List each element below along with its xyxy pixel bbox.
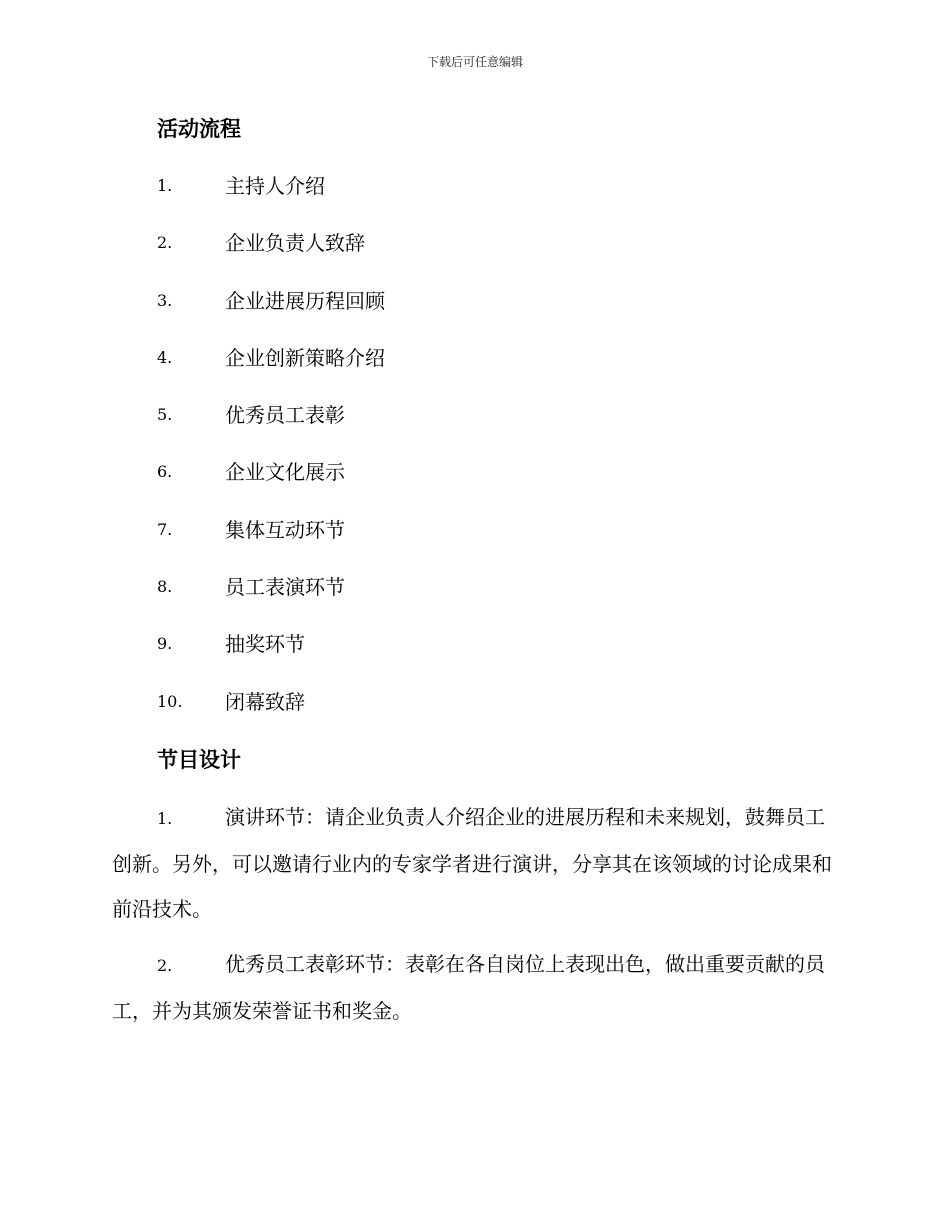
list-item-text: 闭幕致辞 bbox=[225, 689, 305, 714]
list-item bbox=[157, 457, 385, 514]
list-item-number: 4. bbox=[157, 347, 173, 367]
list-item-number: 8. bbox=[157, 577, 173, 597]
list-item bbox=[157, 286, 385, 343]
program-paragraph-1 bbox=[112, 795, 834, 933]
list-item bbox=[157, 629, 385, 686]
list-item-text: 主持人介绍 bbox=[225, 174, 325, 198]
list-item-text: 企业进展历程回顾 bbox=[225, 288, 385, 313]
list-item bbox=[157, 171, 385, 228]
header-note: 下载后可任意编辑 bbox=[426, 55, 523, 69]
list-item-number: 3. bbox=[157, 290, 173, 310]
list-item bbox=[157, 228, 385, 285]
paragraph-text: 演讲环节：请企业负责人介绍企业的进展历程和未来规划，鼓舞员工创新。另外，可以邀请行业内的专家学者进行演讲，分享其在该领域的讨论成果和前沿技术。 bbox=[112, 805, 832, 921]
list-item-text: 抽奖环节 bbox=[225, 632, 305, 657]
list-item-text: 集体互动环节 bbox=[225, 517, 345, 542]
paragraph-number: 1. bbox=[157, 809, 173, 828]
paragraph-number: 2. bbox=[157, 956, 173, 975]
list-item-number: 6. bbox=[157, 462, 173, 482]
list-item bbox=[157, 515, 385, 572]
paragraph-text: 优秀员工表彰环节：表彰在各自岗位上表现出色，做出重要贡献的员工，并为其颁发荣誉证书和奖金。 bbox=[112, 952, 825, 1023]
list-item-number: 2. bbox=[157, 233, 173, 253]
list-item bbox=[157, 400, 385, 457]
list-item-number: 5. bbox=[157, 405, 173, 425]
list-item bbox=[157, 343, 385, 400]
list-item-text: 优秀员工表彰 bbox=[225, 403, 345, 428]
list-item-text: 企业文化展示 bbox=[225, 460, 345, 485]
section-heading-program-design: 节目设计 bbox=[157, 748, 241, 772]
list-item-number: 1. bbox=[157, 176, 173, 195]
list-item bbox=[157, 687, 385, 744]
list-item-text: 企业创新策略介绍 bbox=[225, 345, 385, 370]
list-item-number: 7. bbox=[157, 519, 173, 539]
list-item bbox=[157, 572, 385, 629]
program-paragraph-2 bbox=[112, 942, 834, 1034]
list-item-text: 企业负责人致辞 bbox=[225, 231, 365, 256]
list-item-number: 9. bbox=[157, 634, 173, 654]
section-heading-activity-flow: 活动流程 bbox=[157, 117, 241, 141]
list-item-number: 10. bbox=[157, 691, 183, 711]
activity-flow-list bbox=[157, 171, 385, 744]
list-item-text: 员工表演环节 bbox=[225, 575, 345, 600]
